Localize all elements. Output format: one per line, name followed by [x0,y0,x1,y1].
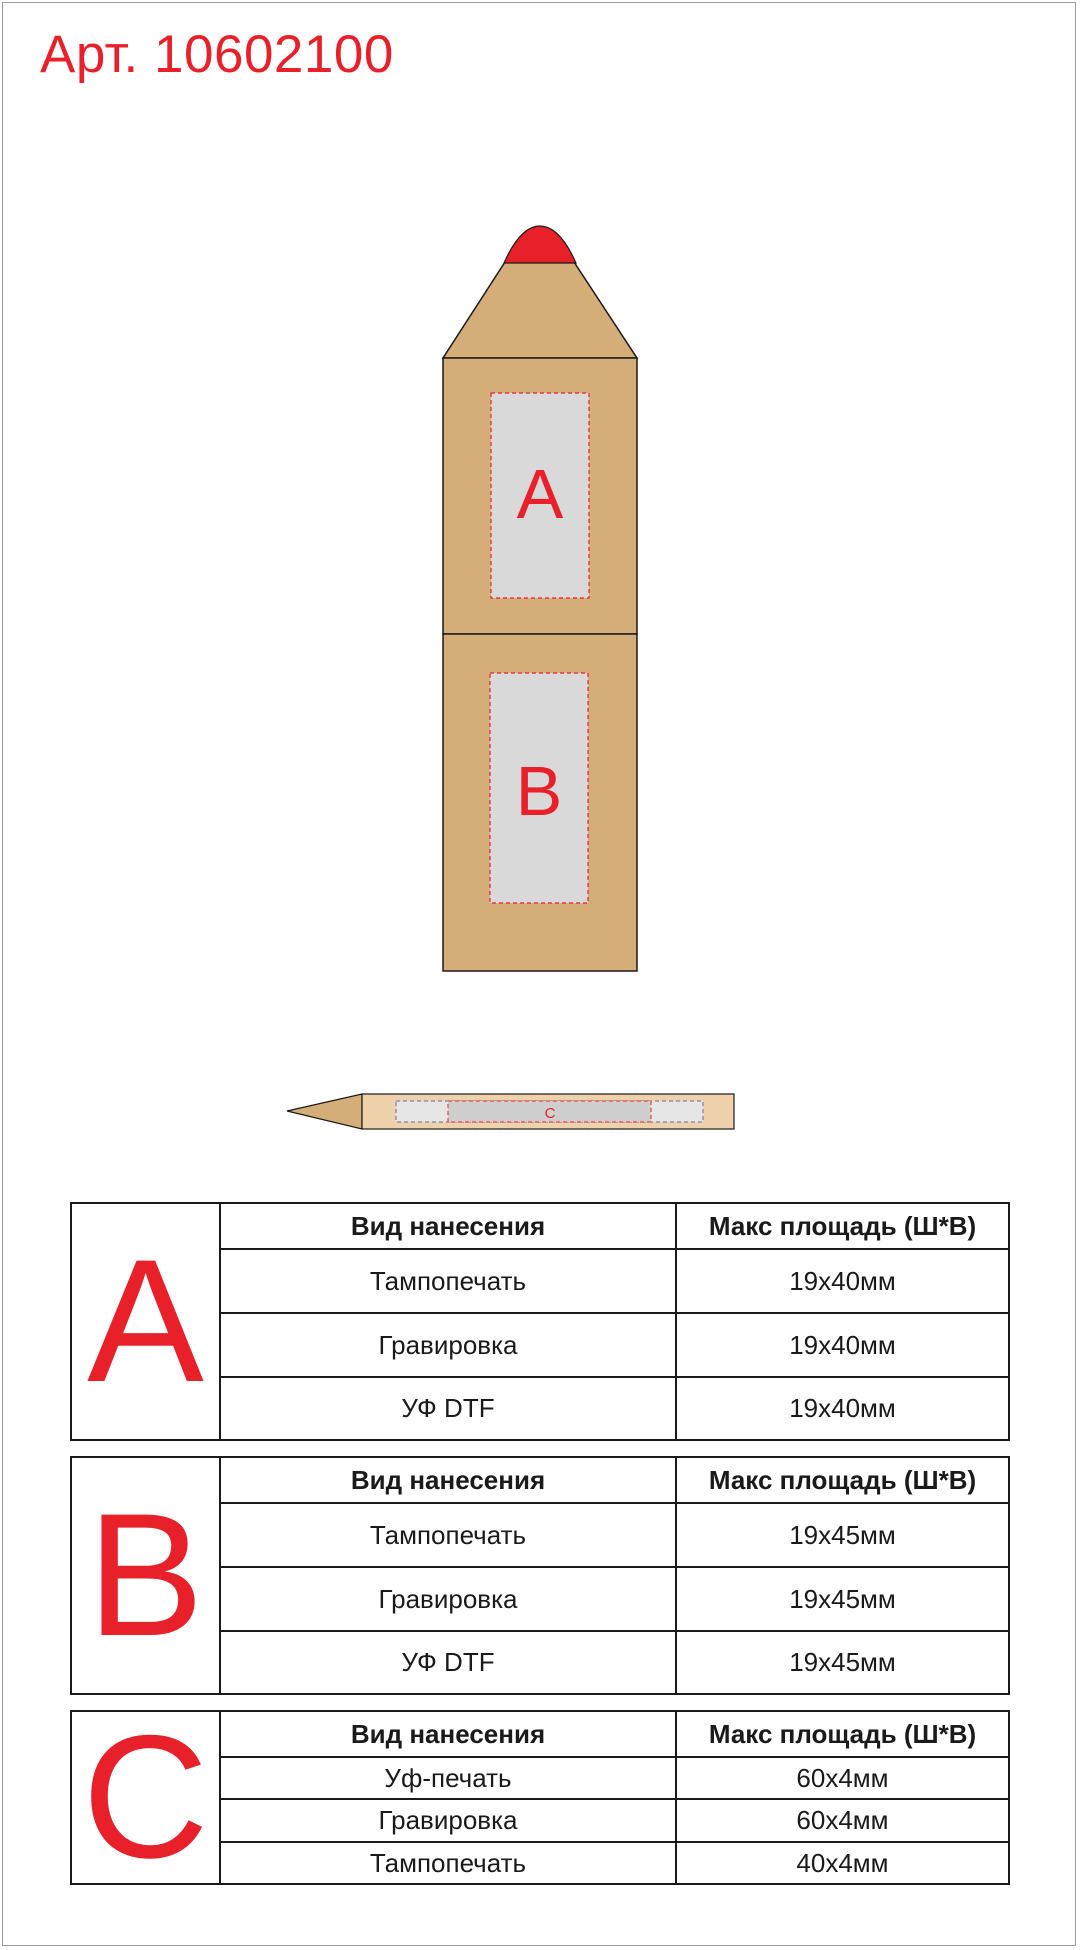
table-b-grid [221,1458,1008,1693]
pencil-side-view [287,1094,734,1129]
row-method: Тампопечать [221,1843,677,1883]
table-b-letter: B [72,1458,221,1693]
row-area: 19x40мм [789,1393,896,1423]
zone-b-label: B [515,752,563,830]
row-method: Уф-печать [221,1758,677,1798]
table-row [221,1250,1008,1314]
row-method: УФ DTF [221,1632,677,1693]
row-area: 19x40мм [789,1265,896,1296]
row-method: Гравировка [221,1314,677,1376]
header-method: Вид нанесения [221,1204,677,1248]
row-method: Тампопечать [221,1250,677,1312]
row-area: 19x45мм [789,1519,896,1550]
header-area: Макс площадь (Ш*В) [708,1464,977,1495]
table-row [221,1378,1008,1439]
row-area: 60x4мм [796,1805,889,1835]
article-title: Арт. 10602100 [40,25,394,84]
spec-table-c [70,1700,1010,1895]
row-area: 19x40мм [789,1329,896,1360]
table-c-letter: C [72,1712,221,1883]
spec-table-b [70,1456,1010,1695]
pencil-front-view [443,226,637,971]
table-a-grid [221,1204,1008,1439]
table-row [221,1314,1008,1378]
table-a-letter: A [72,1204,221,1439]
pencil-lead [504,226,576,263]
zone-a-label: A [516,455,564,533]
row-area: 40x4мм [796,1847,889,1878]
row-method: Гравировка [221,1800,677,1841]
pencil-tip [443,262,637,358]
row-method: УФ DTF [221,1378,677,1439]
pencil-side-tip [287,1094,362,1129]
header-area: Макс площадь (Ш*В) [708,1210,977,1241]
row-method: Гравировка [221,1568,677,1630]
row-area: 60x4мм [796,1762,889,1793]
table-row [221,1843,1008,1883]
table-header-row [221,1712,1008,1758]
table-row [221,1568,1008,1632]
header-method: Вид нанесения [221,1458,677,1502]
spec-table-a [70,1202,1010,1441]
zone-c-label: C [544,1105,556,1122]
table-header-row [221,1458,1008,1504]
table-row [221,1800,1008,1843]
table-header-row [221,1204,1008,1250]
row-area: 19x45мм [789,1647,896,1677]
row-area: 19x45мм [789,1583,896,1614]
header-area: Макс площадь (Ш*В) [708,1718,977,1749]
table-row [221,1632,1008,1693]
table-c-grid [221,1712,1008,1883]
row-method: Тампопечать [221,1504,677,1566]
header-method: Вид нанесения [221,1712,677,1756]
table-row [221,1758,1008,1800]
table-row [221,1504,1008,1568]
